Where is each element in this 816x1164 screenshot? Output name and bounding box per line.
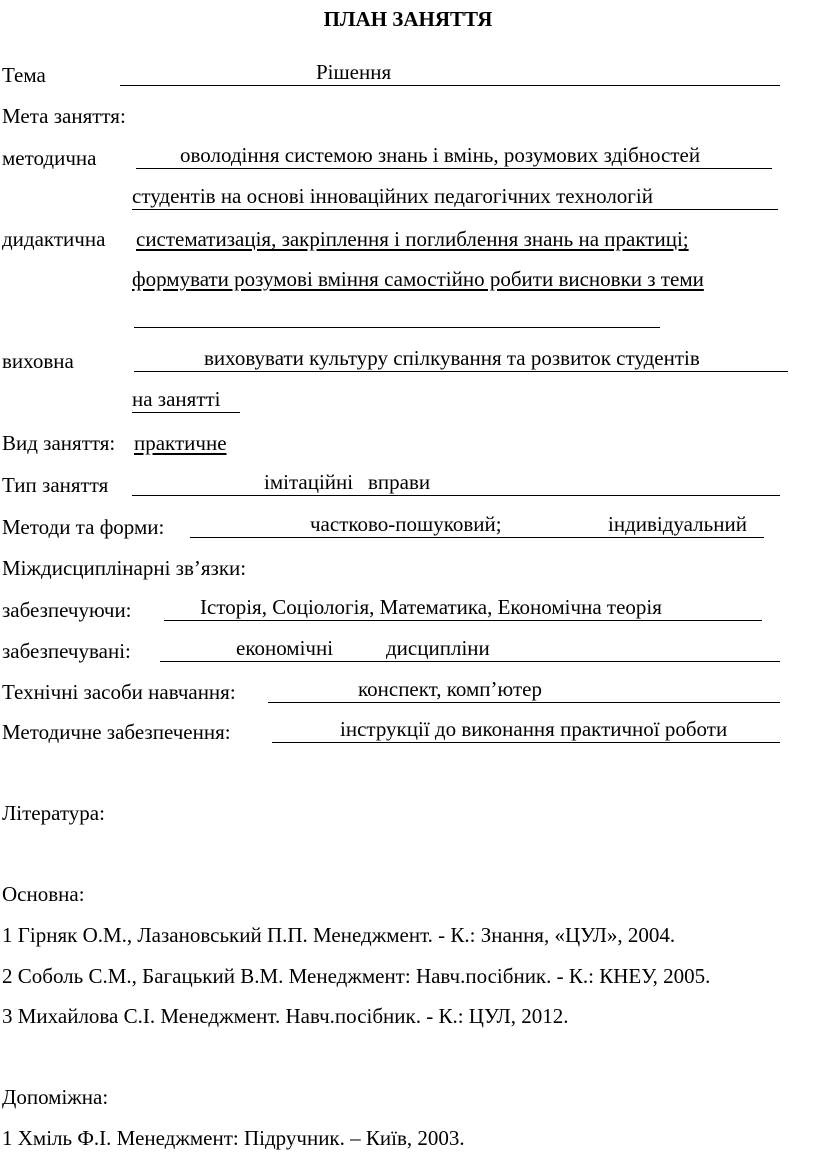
tema-field [120,59,780,86]
dydaktychna-blank-line [134,327,660,328]
dydaktychna-label: дидактична [2,227,106,251]
vyd-value: практичне [134,431,227,455]
zabezpechuvani-field: економічні дисципліни [160,635,780,662]
zabezpechuyuchi-label: забезпечуючи: [2,598,132,622]
vykhovna-label: виховна [2,349,74,373]
metodychne-field: інструкції до виконання практичної роботи [272,716,780,743]
dopomizhna-label: Допоміжна: [2,1085,109,1109]
metodychna-line1: оволодіння системою знань і вмінь, розумових здібностей [136,142,772,169]
meta-label: Мета заняття: [2,104,126,128]
page-title: ПЛАН ЗАНЯТТЯ [323,7,493,31]
osnovna-label: Основна: [2,882,85,906]
tekhnichni-label: Технічні засоби навчання: [2,680,236,704]
osnovna-item: 3 Михайлова С.І. Менеджмент. Навч.посібник. - К.: ЦУЛ, 2012. [2,1004,569,1028]
zabezpechuvani-label: забезпечувані: [2,639,131,663]
tekhnichni-field: конспект, комп’ютер [268,676,780,703]
vyd-label: Вид заняття: [2,431,116,455]
osnovna-item: 1 Гірняк О.М., Лазановський П.П. Менеджмент. - К.: Знання, «ЦУЛ», 2004. [2,923,676,947]
vykhovna-line1: виховувати культуру спілкування та розвиток студентів [134,345,788,372]
literatura-label: Література: [2,801,105,825]
tema-value: Рішення [316,60,392,84]
metody-label: Методи та форми: [2,515,165,539]
metodychne-label: Методичне забезпечення: [2,720,231,744]
typ-field: імітаційні вправи [132,469,780,496]
dydaktychna-line1: систематизація, закріплення і поглиблення знань на практиці; [136,227,689,251]
typ-label: Тип заняття [2,473,109,497]
osnovna-item: 2 Соболь С.М., Багацький В.М. Менеджмент: Навч.посібник. - К.: КНЕУ, 2005. [2,964,711,988]
metodychna-line2: студентів на основі інноваційних педагогічних технологій [132,183,778,210]
vykhovna-line2: на занятті [132,386,240,413]
mizh-label: Міждисциплінарні зв’язки: [2,556,247,580]
dopomizhna-item: 1 Хміль Ф.І. Менеджмент: Підручник. – Київ, 2003. [2,1126,465,1150]
metody-field: частково-пошуковий; індивідуальний [190,511,764,538]
dydaktychna-line2: формувати розумові вміння самостійно робити висновки з теми [132,267,704,291]
metodychna-label: методична [2,146,97,170]
zabezpechuyuchi-field: Історія, Соціологія, Математика, Економічна теорія [164,594,762,621]
tema-label: Тема [2,63,46,87]
